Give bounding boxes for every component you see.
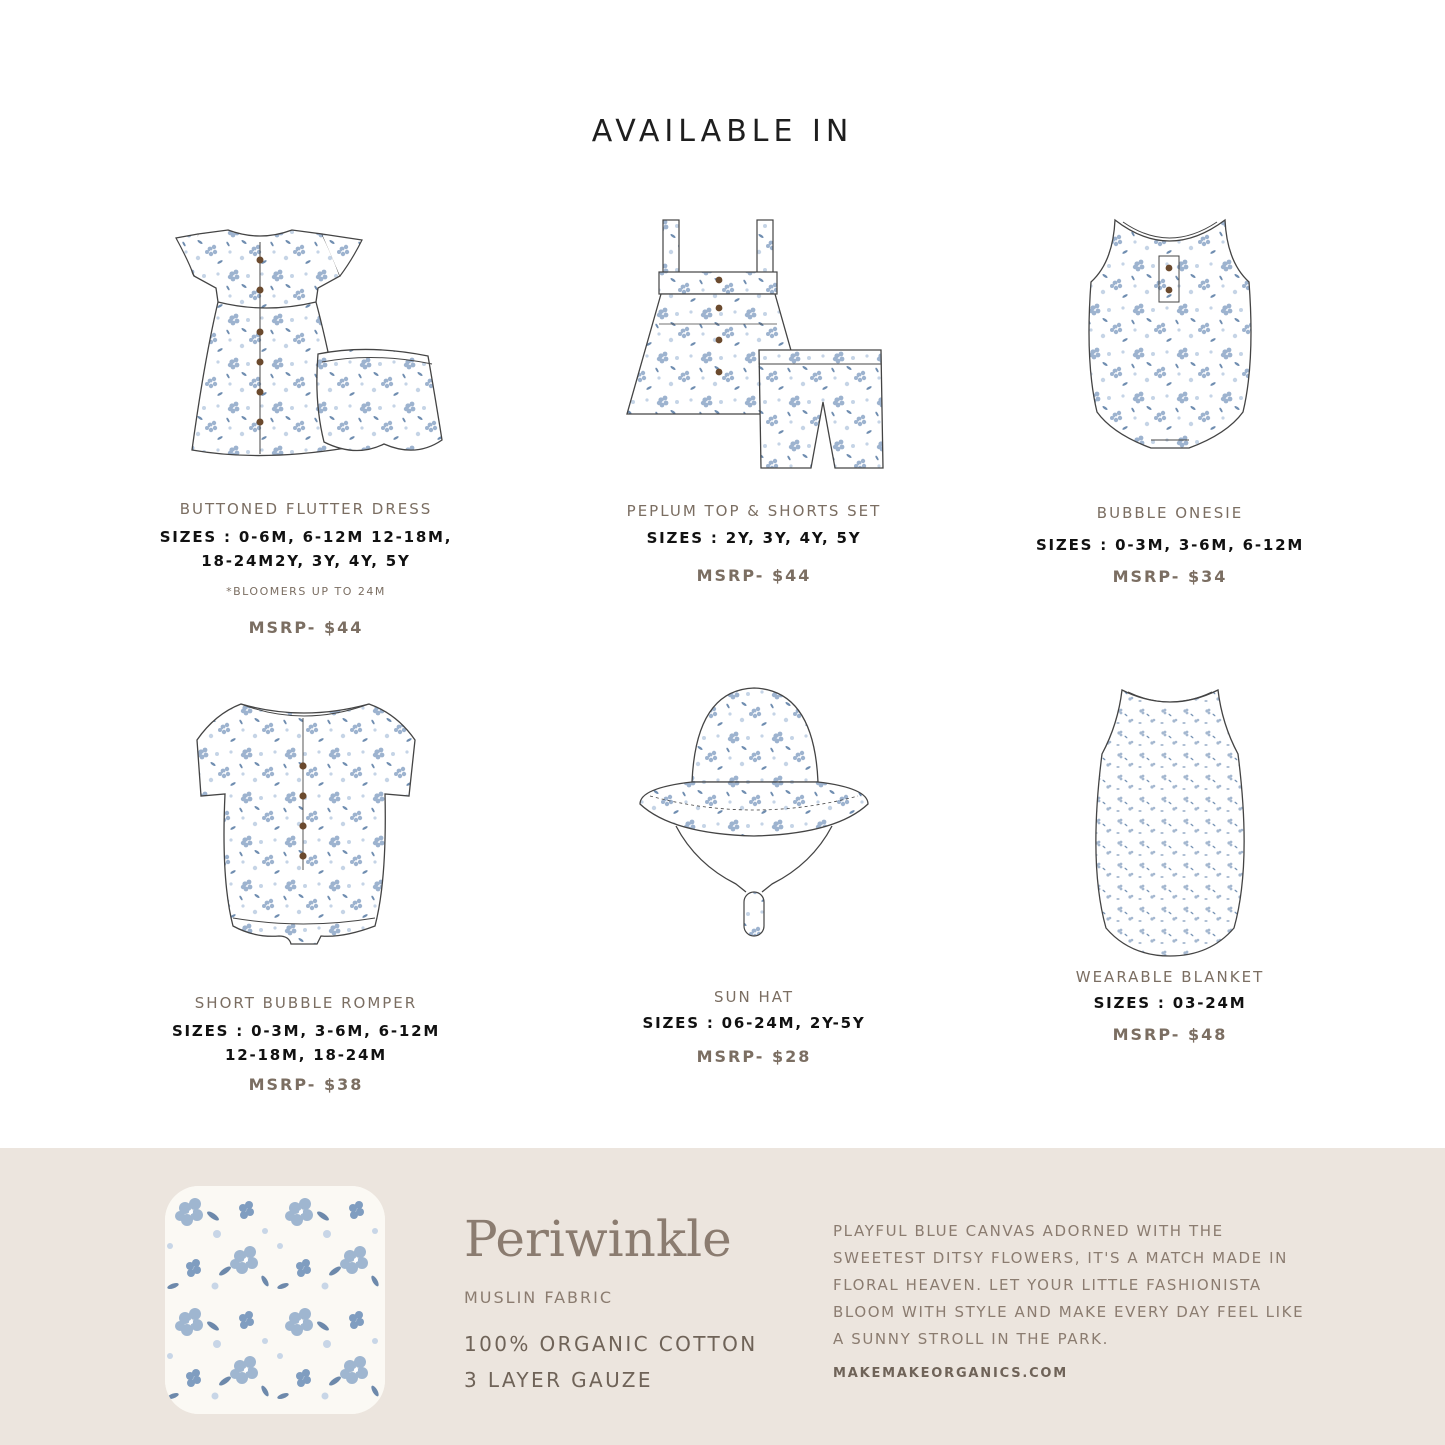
product-sizes-line1: SIZES : 0-6M, 6-12M 12-18M, [159, 528, 453, 546]
bubble-onesie-illustration [1085, 212, 1255, 468]
fabric-info-band [0, 1148, 1445, 1445]
website-link[interactable]: MAKEMAKEORGANICS.COM [833, 1366, 1069, 1381]
product-note: *BLOOMERS UP TO 24M [226, 585, 386, 598]
product-card-sun-hat [544, 684, 964, 1066]
fabric-swatch [165, 1186, 385, 1414]
product-name: SHORT BUBBLE ROMPER [194, 994, 418, 1012]
wearable-blanket-illustration [1092, 684, 1248, 960]
product-sizes-line1: SIZES : 0-3M, 3-6M, 6-12M [1035, 536, 1305, 554]
product-card-short-romper [96, 700, 516, 1094]
product-price: MSRP- $44 [696, 566, 812, 585]
peplum-set-illustration [609, 216, 899, 472]
product-name: SUN HAT [713, 988, 795, 1006]
product-price: MSRP- $44 [248, 618, 364, 637]
fabric-description-line: BLOOM WITH STYLE AND MAKE EVERY DAY FEEL LIKE [833, 1303, 1305, 1321]
product-sizes-line1: SIZES : 0-3M, 3-6M, 6-12M [171, 1022, 441, 1040]
product-card-wearable-blanket [960, 684, 1380, 1044]
flutter-dress-illustration [136, 222, 476, 470]
fabric-description-line: A SUNNY STROLL IN THE PARK. [833, 1330, 1109, 1348]
product-sizes-line1: SIZES : 2Y, 3Y, 4Y, 5Y [646, 529, 862, 547]
product-price: MSRP- $38 [248, 1075, 364, 1094]
product-card-flutter-dress [96, 222, 516, 637]
product-name: PEPLUM TOP & SHORTS SET [626, 502, 882, 520]
product-price: MSRP- $34 [1112, 567, 1228, 586]
sun-hat-illustration [636, 684, 872, 946]
product-price: MSRP- $28 [696, 1047, 812, 1066]
product-sizes-line2: 18-24M2Y, 3Y, 4Y, 5Y [201, 552, 411, 570]
product-sizes-line1: SIZES : 06-24M, 2Y-5Y [642, 1014, 866, 1032]
product-sizes-line2: 12-18M, 18-24M [225, 1046, 387, 1064]
product-name: BUBBLE ONESIE [1096, 504, 1244, 522]
fabric-swatch-pattern [165, 1186, 385, 1414]
fabric-description [833, 1218, 1333, 1353]
short-romper-illustration [193, 700, 419, 946]
fabric-description-line: SWEETEST DITSY FLOWERS, IT'S A MATCH MADE IN [833, 1249, 1288, 1267]
product-name: BUTTONED FLUTTER DRESS [179, 500, 433, 518]
fabric-spec-line1: 100% ORGANIC COTTON [464, 1332, 758, 1356]
fabric-spec-line2: 3 LAYER GAUZE [464, 1368, 653, 1392]
product-card-bubble-onesie [960, 212, 1380, 586]
product-price: MSRP- $48 [1112, 1025, 1228, 1044]
page-heading: AVAILABLE IN [591, 114, 854, 149]
fabric-description-line: PLAYFUL BLUE CANVAS ADORNED WITH THE [833, 1222, 1224, 1240]
fabric-type: MUSLIN FABRIC [464, 1288, 614, 1307]
product-card-peplum-set [544, 216, 964, 585]
product-sizes-line1: SIZES : 03-24M [1093, 994, 1247, 1012]
fabric-name: Periwinkle [464, 1210, 732, 1268]
product-name: WEARABLE BLANKET [1075, 968, 1265, 986]
fabric-description-line: FLORAL HEAVEN. LET YOUR LITTLE FASHIONISTA [833, 1276, 1262, 1294]
